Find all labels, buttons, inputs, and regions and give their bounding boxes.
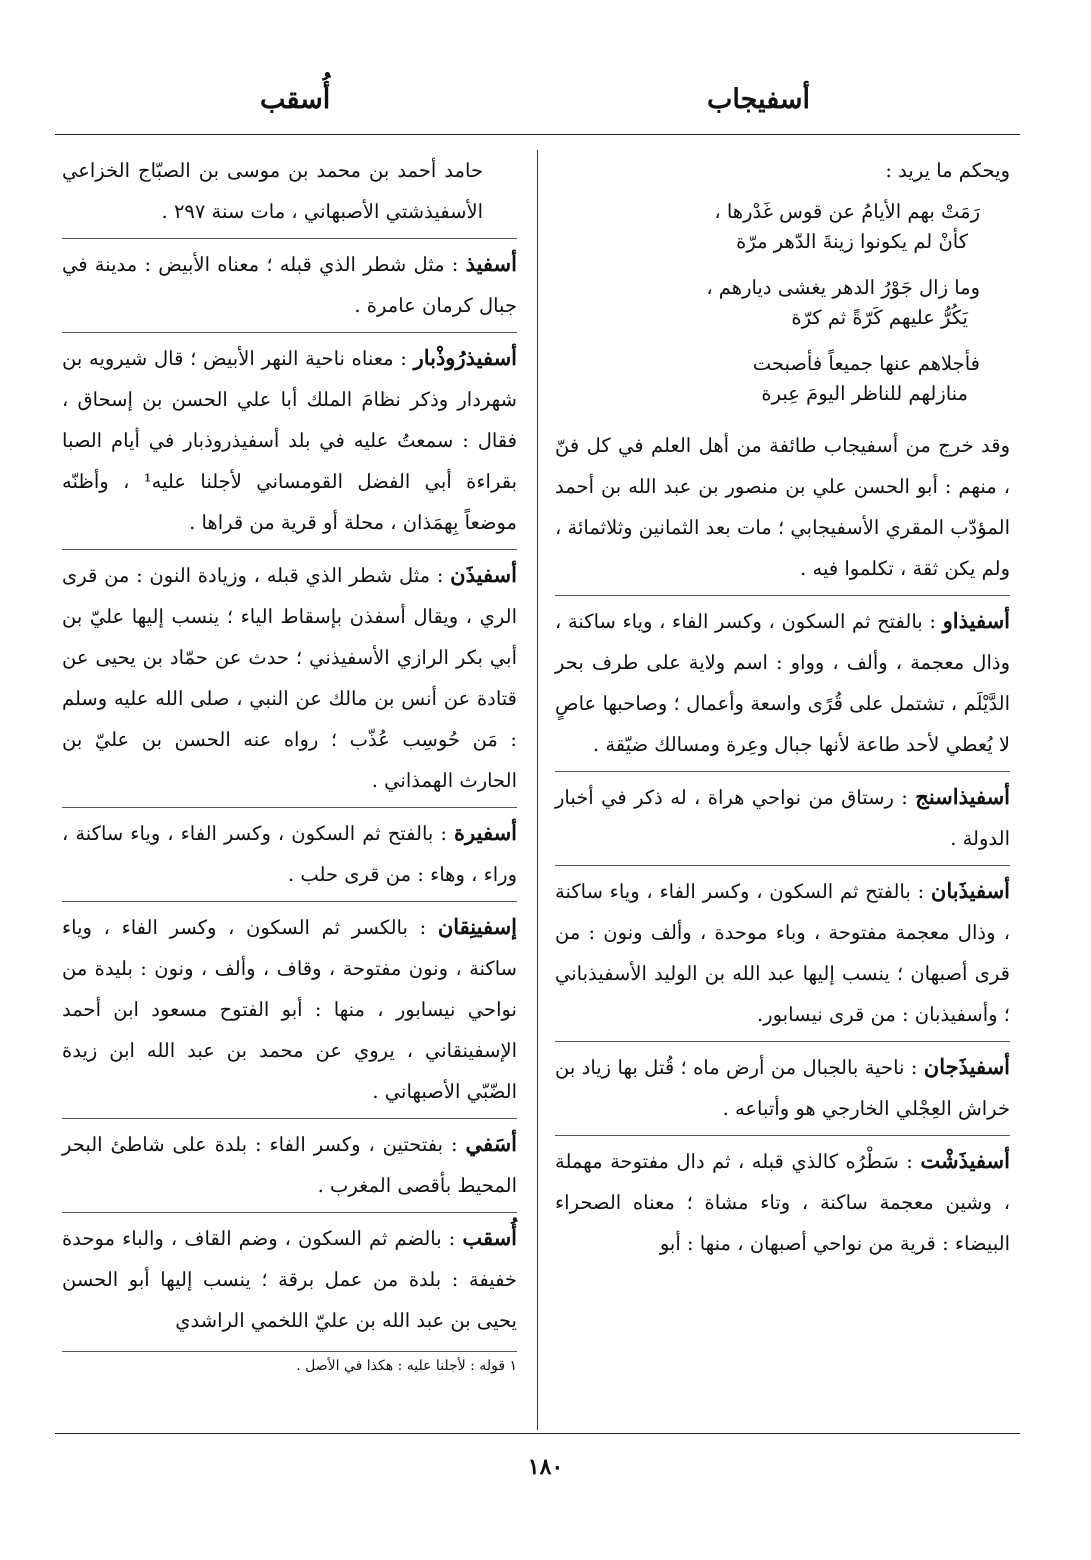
- prose-paragraph: [555, 425, 1010, 596]
- page-header: [60, 84, 1020, 124]
- entry-text: : بالفتح ثم السكون ، وكسر الفاء ، وياء ساكنة ، وذال معجمة ، وألف ، وواو : اسم ولاية على طرف بحر الدَّيْلَم ، تشتمل على قُرًى واسعة وأعمال ؛ وصاحبها عاصٍ لا يُعطي لأحد طاعة لأنها جبال وعِرة ومسالك ضيّقة .: [555, 610, 1010, 756]
- dictionary-entry: [62, 243, 517, 333]
- verse-line: فأجلاهم عنها جميعاً فأصبحت: [752, 352, 980, 375]
- footnote-rule: [62, 1351, 517, 1352]
- entry-text: : بالضم ثم السكون ، وضم القاف ، والباء موحدة خفيفة : بلدة من عمل برقة ؛ ينسب إليها أبو الحسن يحيى بن عبد الله بن عليّ اللخمي الراشدي: [62, 1227, 517, 1332]
- top-rule: [55, 134, 1020, 135]
- entry-text: : رستاق من نواحي هراة ، له ذكر في أخبار الدولة .: [555, 786, 1010, 850]
- poem-intro: ويحكم ما يريد :: [885, 159, 1010, 182]
- entry-headword: أسفيذَجان: [923, 1054, 1011, 1079]
- entry-text: : مثل شطر الذي قبله ؛ معناه الأبيض : مدينة في جبال كرمان عامرة .: [62, 253, 517, 317]
- dictionary-entry: [62, 337, 517, 550]
- poem-stanza: [555, 197, 980, 257]
- dictionary-entry: [555, 870, 1010, 1042]
- dictionary-entry: [62, 906, 517, 1119]
- poem: [555, 197, 1010, 409]
- entry-text: : بالفتح ثم السكون ، وكسر الفاء ، وياء ساكنة ، وراء ، وهاء : من قرى حلب .: [62, 822, 517, 886]
- verse-line: منازلهم للناظر اليومَ عِبرة: [761, 382, 968, 405]
- dictionary-entry: [555, 1046, 1010, 1136]
- entry-text: : بفتحتين ، وكسر الفاء : بلدة على شاطئ البحر المحيط بأقصى المغرب .: [62, 1133, 517, 1197]
- entry-text: : بالكسر ثم السكون ، وكسر الفاء ، وياء ساكنة ، ونون مفتوحة ، وقاف ، وألف ، ونون : بليدة من نواحي نيسابور ، منها : أبو الفتوح مسعود ابن أحمد الإسفينقاني ، يروي عن محمد بن عبد الله ابن زيدة الضّبّي الأصبهاني .: [62, 916, 517, 1103]
- verse-line: كأنْ لم يكونوا زينةَ الدّهر مرّة: [736, 230, 968, 253]
- verse-line: وما زال جَوْرُ الدهر يغشى ديارهم ،: [706, 276, 980, 299]
- poem-stanza: [555, 349, 980, 409]
- entry-headword: أسَفي: [465, 1131, 518, 1156]
- running-head-left: أُسقب: [260, 84, 331, 115]
- continuation-text: حامد أحمد بن محمد بن موسى بن الصبّاج الخزاعي الأسفيذشتي الأصبهاني ، مات سنة ٢٩٧ .: [62, 159, 483, 223]
- entry-headword: أسفيذاسنج: [915, 784, 1011, 809]
- entry-headword: إسفينِقان: [437, 914, 517, 939]
- entry-headword: أسفيذ: [465, 251, 517, 276]
- right-column: [555, 150, 1010, 1274]
- dictionary-entry: [555, 776, 1010, 866]
- dictionary-entry: [62, 1217, 517, 1347]
- column-divider: [537, 150, 538, 1430]
- continued-entry: [62, 150, 517, 239]
- dictionary-entry: [62, 554, 517, 808]
- poem-stanza: [555, 273, 980, 333]
- entry-headword: أسفيذَشْت: [920, 1148, 1010, 1173]
- entry-text: : معناه ناحية النهر الأبيض ؛ قال شيرويه بن شهردار وذكر نظامَ الملك أبا علي الحسن بن إسحاق ، فقال : سمعتُ عليه في بلد أسفيذروذبار في أيام الصبا بقراءة أبي الفضل القومساني لأجلنا عليه¹ ، وأظنّه موضعاً بِهمَذان ، محلة أو قرية من قراها .: [62, 347, 518, 534]
- bottom-rule: [55, 1433, 1020, 1434]
- running-head-right: أسفيجاب: [706, 84, 810, 115]
- verse-line: يَكُرُّ عليهم كَرّةً ثم كرّة: [791, 306, 968, 329]
- entry-headword: أسفيذاو: [942, 608, 1011, 633]
- entry-headword: أسفيذَبان: [930, 878, 1010, 903]
- entry-text: : مثل شطر الذي قبله ، وزيادة النون : من قرى الري ، ويقال أسفذن بإسقاط الياء ؛ ينسب إليها عليّ بن أبي بكر الرازي الأسفيذني ؛ حدث عن حمّاد بن يحيى عن قتادة عن أنس بن مالك عن النبي ، صلى الله عليه وسلم : مَن حُوسِب عُذّب ؛ رواه عنه الحسن بن عليّ بن الحارث الهمذاني .: [62, 564, 517, 792]
- entry-headword: أسفيذرُوذْبار: [413, 345, 517, 370]
- page-number: ١٨٠: [527, 1454, 564, 1480]
- entry-headword: أسفيذَن: [450, 562, 517, 587]
- entry-headword: أسفيرة: [454, 820, 518, 845]
- footnote: ١ قوله : لأجلنا عليه : هكذا في الأصل .: [296, 1358, 517, 1374]
- scholars-paragraph: وقد خرج من أسفيجاب طائفة من أهل العلم في كل فنّ ، منهم : أبو الحسن علي بن منصور بن عبد الله بن أحمد المؤدّب المقري الأسفيجابي ؛ مات بعد الثمانين وثلاثمائة ، ولم يكن ثقة ، تكلموا فيه .: [555, 434, 1010, 580]
- entry-text: : بالفتح ثم السكون ، وكسر الفاء ، وياء ساكنة ، وذال معجمة مفتوحة ، وباء موحدة ، وألف ونون : من قرى أصبهان ؛ ينسب إليها عبد الله بن الوليد الأسفيذباني ؛ وأسفيذبان : من قرى نيسابور.: [555, 880, 1010, 1026]
- dictionary-entry: [62, 812, 517, 902]
- entry-text: : سَطْرُه كالذي قبله ، ثم دال مفتوحة مهملة ، وشين معجمة ساكنة ، وتاء مشاة ؛ معناه الصحراء البيضاء : قرية من نواحي أصبهان ، منها : أبو: [555, 1150, 1010, 1255]
- dictionary-entry: [62, 1123, 517, 1213]
- entry-headword: أُسقب: [462, 1225, 518, 1250]
- entry-text: : ناحية بالجبال من أرض ماه ؛ قُتل بها زياد بن خراش العِجْلي الخارجي هو وأتباعه .: [555, 1056, 1010, 1120]
- left-column: [62, 150, 517, 1378]
- dictionary-entry: [555, 1140, 1010, 1270]
- verse-line: رَمَتْ بهم الأيامُ عن قوس غَدْرها ،: [714, 200, 980, 223]
- dictionary-entry: [555, 600, 1010, 772]
